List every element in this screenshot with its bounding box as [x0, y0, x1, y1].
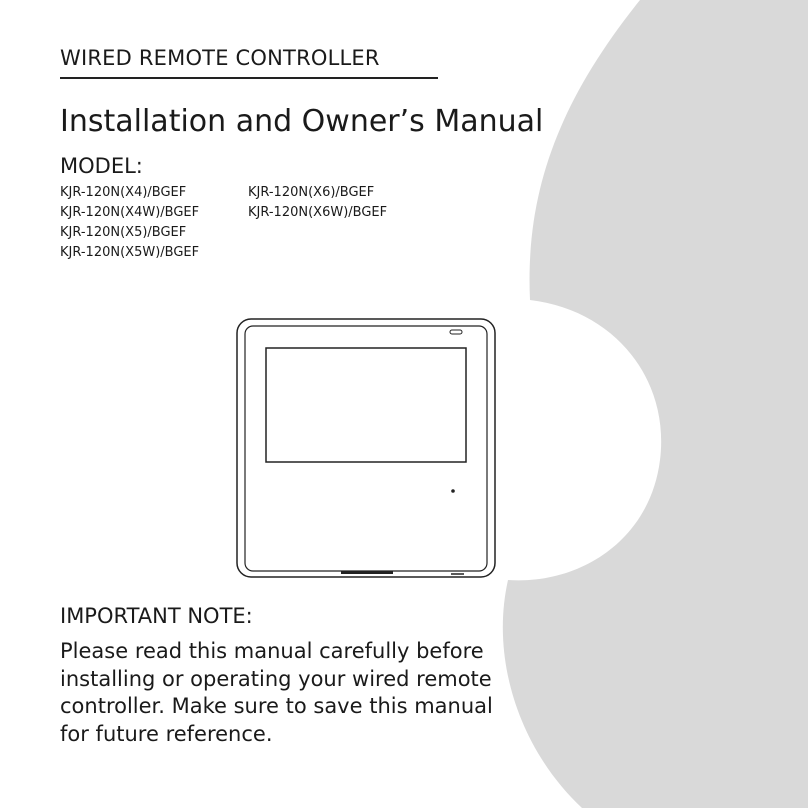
document-kicker: WIRED REMOTE CONTROLLER — [60, 46, 380, 70]
model-item: KJR-120N(X6)/BGEF — [248, 185, 375, 200]
model-label: MODEL: — [60, 154, 143, 178]
important-note-body: Please read this manual carefully before installing or operating your wired remote controller. Make sure to save this manual for future reference. — [60, 639, 493, 746]
kicker-underline — [60, 77, 438, 79]
model-item: KJR-120N(X6W)/BGEF — [248, 205, 388, 220]
wired-remote-controller-icon — [236, 318, 496, 578]
document-title: Installation and Owner’s Manual — [60, 104, 544, 139]
model-item: KJR-120N(X4W)/BGEF — [60, 205, 200, 220]
model-item: KJR-120N(X4)/BGEF — [60, 185, 187, 200]
important-note-label: IMPORTANT NOTE: — [60, 604, 253, 628]
model-list-column-2 — [248, 183, 387, 223]
model-list-column-1 — [60, 183, 199, 263]
model-item: KJR-120N(X5W)/BGEF — [60, 245, 200, 260]
model-item: KJR-120N(X5)/BGEF — [60, 225, 187, 240]
